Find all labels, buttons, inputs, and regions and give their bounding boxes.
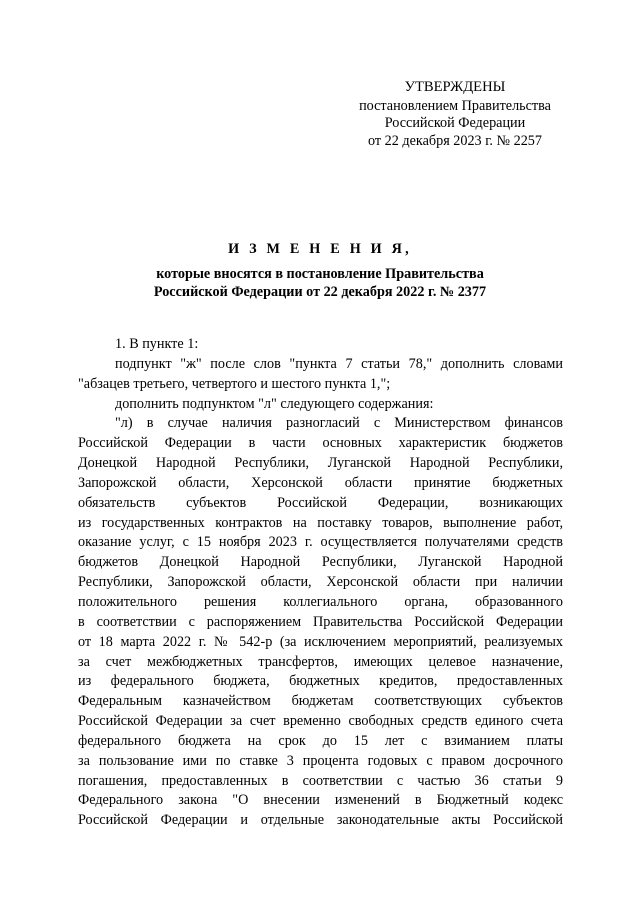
approval-line-1: постановлением Правительства [359,97,551,114]
body-line: Республики, Запорожской области, Херсонской области при наличии [78,574,563,591]
body-line: положительного решения коллегиального органа, образованного [78,593,563,610]
body-line: Федеральным казначейством бюджетам соответствующих субъектов [78,693,563,710]
document-subtitle-line-1: которые вносятся в постановление Правительства [156,266,484,282]
document-title: И З М Е Н Е Н И Я, [228,241,412,257]
body-line: оказание услуг, с 15 ноября 2023 г. осуществляется получателями средств [78,534,563,551]
approval-heading: УТВЕРЖДЕНЫ [404,79,506,95]
body-line: за счет межбюджетных трансфертов, имеющих целевое назначение, [78,653,563,670]
body-line: от 18 марта 2022 г. № 542-р (за исключением мероприятий, реализуемых [78,633,563,650]
body-line: "абзацев третьего, четвертого и шестого пункта 1,"; [78,375,391,392]
body-line: за пользование ими по ставке 3 процента годовых с правом досрочного [78,752,563,769]
approval-block [345,79,565,150]
body-line: бюджетов Донецкой Народной Республики, Луганской Народной [78,554,563,571]
body-line: дополнить подпунктом "л" следующего содержания: [115,395,434,412]
document-body [78,335,563,831]
body-line: Запорожской области, Херсонской области принятие бюджетных [78,474,563,491]
body-line: Донецкой Народной Республики, Луганской Народной Республики, [78,455,563,472]
body-line: Российской Федерации в части основных характеристик бюджетов [78,435,563,452]
body-line: из федерального бюджета, бюджетных кредитов, предоставленных [78,673,563,690]
body-line: Российской Федерации за счет временно свободных средств единого счета [78,713,563,730]
document-subtitle-line-2: Российской Федерации от 22 декабря 2022 г. № 2377 [153,283,487,300]
document-title-block [78,241,562,301]
body-line: "л) в случае наличия разногласий с Министерством финансов [115,415,563,432]
body-line: Федерального закона "О внесении изменений в Бюджетный кодекс [78,792,563,809]
body-line: Российской Федерации и отдельные законодательные акты Российской [78,812,563,829]
approval-line-3: от 22 декабря 2023 г. № 2257 [368,132,542,149]
body-line: подпункт "ж" после слов "пункта 7 статьи 78," дополнить словами [115,355,563,372]
body-line: погашения, предоставленных в соответствии с частью 36 статьи 9 [78,772,563,789]
body-line: обязательств субъектов Российской Федерации, возникающих [78,494,563,511]
body-line: из государственных контрактов на поставку товаров, выполнение работ, [78,514,563,531]
body-line: федерального бюджета на срок до 15 лет с взиманием платы [78,732,563,749]
body-line: в соответствии с распоряжением Правительства Российской Федерации [78,613,563,630]
approval-line-2: Российской Федерации [384,115,526,131]
body-line: 1. В пункте 1: [115,336,199,352]
